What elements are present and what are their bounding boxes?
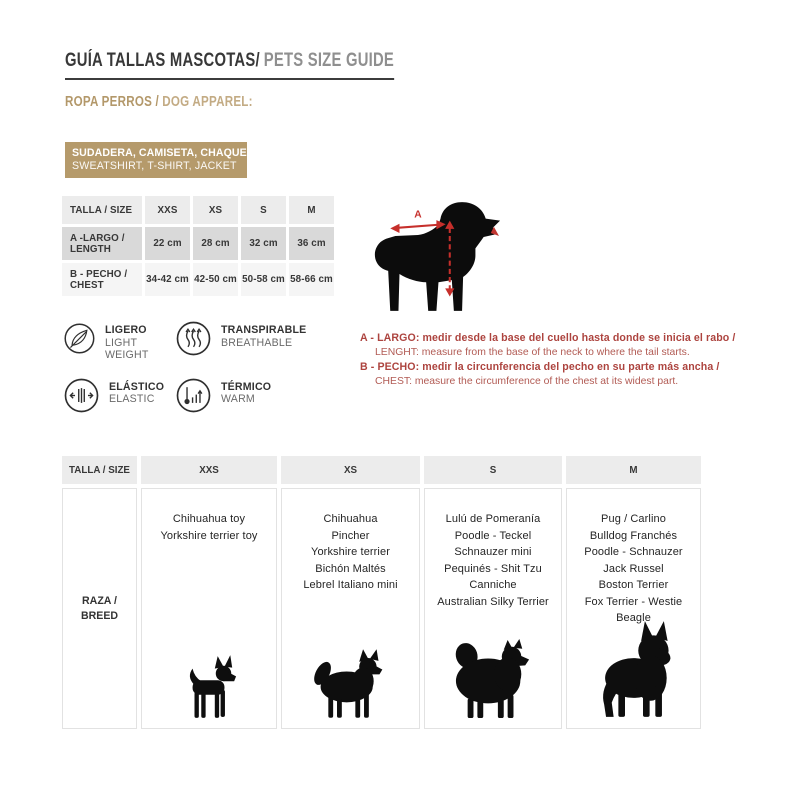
subtitle-secondary: DOG APPAREL: xyxy=(162,94,253,110)
breed-name: Yorkshire terrier xyxy=(311,546,390,558)
breed-header-s: S xyxy=(424,456,562,484)
breed-header-xxs: XXS xyxy=(141,456,277,484)
note-length-es: A - LARGO: medir desde la base del cuello hasta donde se inicia el rabo / xyxy=(360,332,736,344)
category-line-en: SWEATSHIRT, T-SHIRT, JACKET xyxy=(72,160,237,172)
length-s: 32 cm xyxy=(241,227,286,260)
thermal-icon xyxy=(175,377,212,414)
breed-list-xs xyxy=(303,489,397,594)
breathable-icon xyxy=(175,320,212,357)
feature-list xyxy=(63,320,345,414)
chest-m: 58-66 cm xyxy=(289,263,334,296)
chest-xxs: 34-42 cm xyxy=(145,263,190,296)
breed-name: Bichón Maltés xyxy=(315,562,386,575)
feature-subtitle: BREATHABLE xyxy=(221,336,293,349)
breed-cell-m xyxy=(566,488,701,729)
breed-name: Beagle xyxy=(616,612,651,624)
diagram-label-a: A xyxy=(414,209,422,221)
french-bulldog-silhouette xyxy=(589,619,679,719)
breed-name: Pequinés - Shit Tzu xyxy=(444,562,542,575)
breed-header-m: M xyxy=(566,456,701,484)
category-box xyxy=(65,142,264,178)
elastic-icon xyxy=(63,377,100,414)
category-line-es: SUDADERA, CAMISETA, CHAQUETA/ xyxy=(72,147,264,159)
feather-icon xyxy=(63,320,96,357)
raza-label-line2: BREED xyxy=(80,609,119,622)
feature-subtitle: LIGHT WEIGHT xyxy=(104,336,149,361)
breed-list-s xyxy=(437,489,549,610)
breed-cell-xs xyxy=(281,488,420,729)
size-table-header-xxs: XXS xyxy=(145,196,190,224)
pomeranian-silhouette xyxy=(444,639,542,719)
chest-xs: 42-50 cm xyxy=(193,263,238,296)
feature-lightweight xyxy=(63,320,175,362)
breed-header-label: TALLA / SIZE xyxy=(62,456,137,484)
breed-name: Canniche xyxy=(469,579,517,591)
breed-cell-s xyxy=(424,488,562,729)
feature-subtitle: ELASTIC xyxy=(109,393,155,405)
breed-name: Schnauzer mini xyxy=(454,546,532,558)
chihuahua-silhouette xyxy=(180,655,238,719)
size-table-header-xs: XS xyxy=(193,196,238,224)
breed-name: Pincher xyxy=(331,529,370,542)
breed-name: Fox Terrier - Westie xyxy=(584,595,683,608)
breed-name: Australian Silky Terrier xyxy=(437,595,549,608)
feature-elastic xyxy=(63,377,175,414)
breed-name: Bulldog Franchés xyxy=(589,529,678,542)
note-length-en: LENGHT: measure from the base of the neck to where the tail starts. xyxy=(375,346,690,358)
feature-title: LIGERO xyxy=(104,324,147,336)
section-subtitle xyxy=(65,94,253,110)
note-chest-es: B - PECHO: medir la circunferencia del pecho en su parte más ancha / xyxy=(360,361,720,373)
longhair-chihuahua-silhouette xyxy=(310,649,392,719)
size-table-header-m: M xyxy=(289,196,334,224)
size-table-header-label: TALLA / SIZE xyxy=(62,196,142,224)
labrador-silhouette xyxy=(375,202,500,311)
breed-name: Chihuahua xyxy=(323,513,378,525)
note-chest xyxy=(360,360,780,389)
length-xxs: 22 cm xyxy=(145,227,190,260)
chest-s: 50-58 cm xyxy=(241,263,286,296)
breed-name: Chihuahua toy xyxy=(172,513,246,525)
measuring-notes xyxy=(360,331,780,389)
size-table xyxy=(62,196,334,296)
feature-warm xyxy=(175,377,345,414)
breed-table xyxy=(62,456,701,729)
breed-name: Jack Russel xyxy=(603,562,664,575)
chest-row-label: B - PECHO / CHEST xyxy=(62,263,142,296)
note-length xyxy=(360,331,780,360)
breed-cell-xxs xyxy=(141,488,277,729)
breed-name: Lulú de Pomeranía xyxy=(445,513,541,525)
page-title xyxy=(65,50,394,80)
breed-name: Yorkshire terrier toy xyxy=(160,529,258,542)
feature-subtitle: WARM xyxy=(221,393,255,405)
feature-title: TRANSPIRABLE xyxy=(221,324,307,336)
length-row-label: A -LARGO / LENGTH xyxy=(62,227,142,260)
raza-label-line1: RAZA / xyxy=(82,594,117,607)
note-chest-en: CHEST: measure the circumference of the chest at its widest part. xyxy=(375,375,679,387)
breed-name: Lebrel Italiano mini xyxy=(303,579,398,591)
breed-name: Pug / Carlino xyxy=(601,513,666,525)
breed-name: Boston Terrier xyxy=(598,579,669,591)
dog-measurement-diagram xyxy=(362,196,517,314)
breed-list-xxs xyxy=(160,489,257,544)
breed-header-xs: XS xyxy=(281,456,420,484)
subtitle-primary: ROPA PERROS / xyxy=(65,94,159,110)
breed-name: Poodle - Teckel xyxy=(454,529,532,542)
length-xs: 28 cm xyxy=(193,227,238,260)
breed-list-m xyxy=(584,489,682,627)
title-primary: GUÍA TALLAS MASCOTAS/ xyxy=(65,50,260,71)
size-table-header-s: S xyxy=(241,196,286,224)
breed-row-label xyxy=(62,488,137,729)
title-secondary: PETS SIZE GUIDE xyxy=(263,50,395,71)
length-m: 36 cm xyxy=(289,227,334,260)
feature-title: ELÁSTICO xyxy=(109,380,165,393)
feature-title: TÉRMICO xyxy=(221,380,272,393)
breed-name: Poodle - Schnauzer xyxy=(584,546,683,558)
feature-breathable xyxy=(175,320,345,362)
